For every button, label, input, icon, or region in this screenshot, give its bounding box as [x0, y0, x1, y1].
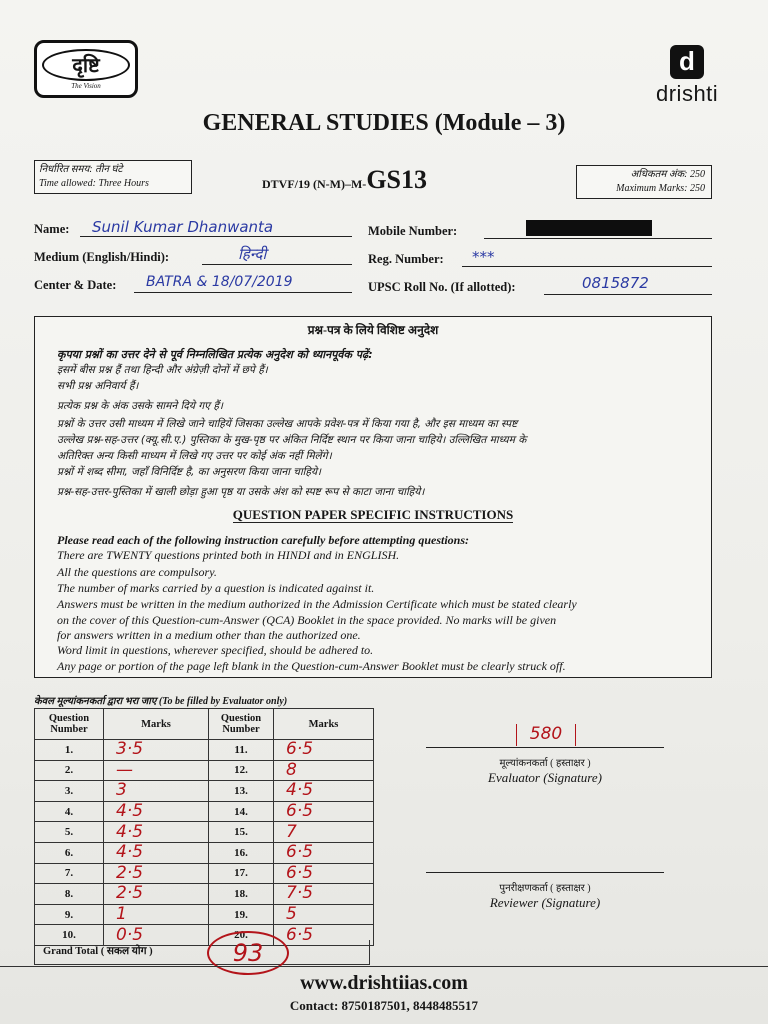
evaluator-hindi-caption: मूल्यांकनकर्ता ( हस्ताक्षर ): [499, 758, 591, 769]
question-number: 18.: [209, 884, 274, 905]
medium-value: हिन्दी: [238, 245, 267, 263]
grand-total-label: Grand Total ( सकल योग ): [34, 940, 370, 965]
reviewer-hindi-caption: पुनरीक्षणकर्ता ( हस्ताक्षर ): [499, 883, 591, 894]
evaluator-signature-caption: Evaluator (Signature): [488, 770, 602, 785]
marks-value: 6·5: [274, 740, 374, 761]
marks-value: 4·5: [274, 781, 374, 802]
evaluator-score-mark: 580: [516, 724, 576, 746]
evaluator-signature-line: [426, 747, 664, 748]
hindi-instruction-line: प्रश्नों के उत्तर उसी माध्यम में लिखे जाने चाहियें जिसका उल्लेख आपके प्रवेश-पत्र में किया गया है, और इस माध्यम का स्पष्ट: [57, 418, 518, 430]
marks-value: 4·5: [104, 822, 209, 843]
table-row: [35, 842, 374, 863]
question-number: 1.: [35, 740, 104, 761]
hindi-instruction-line: उल्लेख प्रश्न-सह-उत्तर (क्यू.सी.ए.) पुस्तिका के मुख-पृष्ठ पर अंकित निर्दिष्ट स्थान पर किया जाना चाहिये। उल्लिखित माध्यम के: [57, 434, 527, 446]
marks-value: 3: [104, 781, 209, 802]
marks-value: 4·5: [104, 801, 209, 822]
table-row: [35, 740, 374, 761]
hindi-instructions-intro: कृपया प्रश्नों का उत्तर देने से पूर्व निम्नलिखित प्रत्येक अनुदेश को ध्यानपूर्वक पढ़ें:: [57, 348, 373, 361]
english-instruction-line: The number of marks carried by a question is indicated against it.: [57, 581, 375, 595]
marks-value: 6·5: [274, 925, 374, 946]
english-instruction-line: Answers must be written in the medium authorized in the Admission Certificate which must be stated clearly: [57, 597, 577, 611]
test-code-gs: GS13: [366, 165, 427, 194]
table-row: [35, 801, 374, 822]
upsc-roll-line: [544, 294, 712, 295]
marks-value: 6·5: [274, 842, 374, 863]
table-row: [35, 884, 374, 905]
question-number: 16.: [209, 842, 274, 863]
upsc-roll-label: UPSC Roll No. (If allotted):: [368, 280, 516, 294]
english-heading-text: QUESTION PAPER SPECIFIC INSTRUCTIONS: [232, 507, 514, 522]
reg-number-value: ***: [472, 248, 495, 266]
col-marks: Marks: [104, 709, 209, 740]
table-row: [35, 822, 374, 843]
drishti-vision-logo: [34, 40, 138, 98]
reviewer-signature-line: [426, 872, 664, 873]
instructions-box: [34, 316, 712, 678]
hindi-instruction-line: सभी प्रश्न अनिवार्य हैं।: [57, 380, 139, 392]
english-instruction-line: Any page or portion of the page left blank in the Question-cum-Answer Booklet must be clearly struck off.: [57, 659, 566, 673]
grand-total-value: 93: [207, 931, 289, 975]
table-row: [35, 760, 374, 781]
marks-value: 7·5: [274, 884, 374, 905]
question-number: 20.: [209, 925, 274, 946]
maximum-marks-box: [576, 165, 712, 199]
center-date-line: [134, 292, 352, 293]
drishti-wordmark: drishti: [656, 81, 719, 106]
medium-line: [202, 264, 352, 265]
question-number: 2.: [35, 760, 104, 781]
table-row: [35, 863, 374, 884]
website-url: www.drishtiias.com: [300, 972, 468, 994]
paper-title: GENERAL STUDIES (Module – 3): [202, 110, 566, 136]
marks-value: 8: [274, 760, 374, 781]
center-date-value: BATRA & 18/07/2019: [146, 274, 293, 290]
question-number: 11.: [209, 740, 274, 761]
question-number: 4.: [35, 801, 104, 822]
footer-divider: [0, 966, 768, 967]
question-number: 6.: [35, 842, 104, 863]
marks-value: 6·5: [274, 801, 374, 822]
reviewer-signature-caption: Reviewer (Signature): [489, 895, 601, 910]
time-allowed-box: [34, 160, 192, 194]
name-label: Name:: [34, 222, 70, 236]
col-marks: Marks: [274, 709, 374, 740]
hindi-instructions-heading: प्रश्न-पत्र के लिये विशिष्ट अनुदेश: [307, 323, 439, 337]
marks-value: 3·5: [104, 740, 209, 761]
question-number: 9.: [35, 904, 104, 925]
question-number: 12.: [209, 760, 274, 781]
english-instructions-intro: Please read each of the following instruction carefully before attempting questions:: [57, 533, 469, 547]
question-number: 5.: [35, 822, 104, 843]
name-value: Sunil Kumar Dhanwanta: [92, 218, 274, 236]
hindi-instruction-line: अतिरिक्त अन्य किसी माध्यम में लिखे गए उत्तर पर कोई अंक नहीं मिलेंगे।: [57, 450, 332, 462]
center-date-label: Center & Date:: [34, 278, 117, 292]
marks-value: 5: [274, 904, 374, 925]
marks-value: 6·5: [274, 863, 374, 884]
col-question-number: Question Number: [35, 709, 104, 740]
table-row: [35, 781, 374, 802]
reg-number-label: Reg. Number:: [368, 252, 444, 266]
upsc-roll-value: 0815872: [582, 274, 649, 292]
test-code-prefix: DTVF/19 (N-M)–M-: [262, 177, 367, 191]
english-instructions-heading: [35, 507, 711, 523]
question-number: 10.: [35, 925, 104, 946]
test-code: [262, 165, 427, 195]
drishti-hindi-wordmark: दृष्टि: [42, 49, 130, 81]
hindi-instruction-line: इसमें बीस प्रश्न हैं तथा हिन्दी और अंग्रेज़ी दोनों में छपे हैं।: [57, 364, 268, 376]
marks-value: 2·5: [104, 863, 209, 884]
drishti-app-logo: [656, 45, 718, 107]
marks-table-header: [35, 709, 374, 740]
english-instruction-line: All the questions are compulsory.: [57, 565, 217, 579]
max-marks-hindi: अधिकतम अंक: 250: [630, 169, 705, 180]
marks-value: 4·5: [104, 842, 209, 863]
english-instruction-line: There are TWENTY questions printed both in HINDI and in ENGLISH.: [57, 548, 400, 562]
question-number: 7.: [35, 863, 104, 884]
logo-tagline: The Vision: [71, 81, 101, 90]
marks-value: —: [104, 760, 209, 781]
question-number: 13.: [209, 781, 274, 802]
question-number: 3.: [35, 781, 104, 802]
evaluator-section-heading: केवल मूल्यांकनकर्ता द्वारा भरा जाए (To be filled by Evaluator only): [34, 696, 288, 707]
mobile-redaction: [526, 220, 652, 236]
mobile-line: [484, 238, 712, 239]
english-instruction-line: Word limit in questions, wherever specified, should be adhered to.: [57, 643, 374, 657]
col-question-number: Question Number: [209, 709, 274, 740]
english-instruction-line: on the cover of this Question-cum-Answer (QCA) Booklet in the space provided. No marks will be given: [57, 613, 557, 627]
contact-numbers: Contact: 8750187501, 8448485517: [289, 998, 479, 1013]
table-row: [35, 904, 374, 925]
question-number: 15.: [209, 822, 274, 843]
max-marks-english: Maximum Marks: 250: [616, 183, 705, 194]
reg-number-line: [462, 266, 712, 267]
question-number: 14.: [209, 801, 274, 822]
d-logo-icon: d: [670, 45, 704, 79]
hindi-instruction-line: प्रश्न-सह-उत्तर-पुस्तिका में खाली छोड़ा हुआ पृष्ठ या उसके अंश को स्पष्ट रूप से काटा जाना चाहिये।: [57, 486, 425, 498]
marks-value: 7: [274, 822, 374, 843]
name-line: [80, 236, 352, 237]
hindi-instruction-line: प्रत्येक प्रश्न के अंक उसके सामने दिये गए हैं।: [57, 400, 223, 412]
time-allowed-hindi: निर्धारित समय: तीन घंटे: [39, 164, 123, 175]
marks-table: [34, 708, 374, 946]
medium-label: Medium (English/Hindi):: [34, 250, 170, 264]
question-number: 19.: [209, 904, 274, 925]
marks-value: 0·5: [104, 925, 209, 946]
marks-value: 2·5: [104, 884, 209, 905]
hindi-instruction-line: प्रश्नों में शब्द सीमा, जहाँ विनिर्दिष्ट है, का अनुसरण किया जाना चाहिये।: [57, 466, 322, 478]
question-number: 17.: [209, 863, 274, 884]
mobile-label: Mobile Number:: [368, 224, 458, 238]
marks-value: 1: [104, 904, 209, 925]
time-allowed-english: Time allowed: Three Hours: [39, 178, 149, 189]
english-instruction-line: for answers written in a medium other than the authorized one.: [57, 628, 361, 642]
question-number: 8.: [35, 884, 104, 905]
